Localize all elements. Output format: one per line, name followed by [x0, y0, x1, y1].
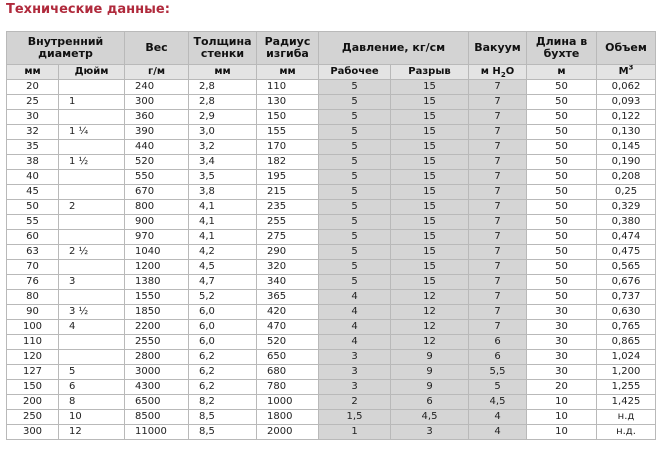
cell-weight: 3000: [125, 365, 189, 380]
cell-bend-radius: 340: [257, 275, 319, 290]
cell-vacuum: 7: [469, 290, 527, 305]
table-row: [7, 80, 656, 95]
cell-vacuum: 7: [469, 260, 527, 275]
cell-coil-length: 50: [527, 260, 597, 275]
cell-pressure-working: 5: [319, 260, 391, 275]
cell-bend-radius: 420: [257, 305, 319, 320]
cell-pressure-working: 5: [319, 215, 391, 230]
cell-pressure-burst: 12: [391, 305, 469, 320]
cell-diameter-inch: 2: [59, 200, 125, 215]
cell-diameter-inch: [59, 350, 125, 365]
cell-wall-thickness: 8,5: [189, 425, 257, 440]
cell-vacuum: 7: [469, 110, 527, 125]
cell-weight: 2800: [125, 350, 189, 365]
subheader-weight-unit: г/м: [125, 65, 189, 80]
cell-weight: 520: [125, 155, 189, 170]
cell-volume: 0,630: [597, 305, 656, 320]
cell-wall-thickness: 4,2: [189, 245, 257, 260]
cell-vacuum: 7: [469, 185, 527, 200]
cell-pressure-burst: 15: [391, 170, 469, 185]
table-row: [7, 245, 656, 260]
table-body: [7, 80, 656, 440]
cell-diameter-mm: 80: [7, 290, 59, 305]
cell-coil-length: 20: [527, 380, 597, 395]
cell-vacuum: 7: [469, 305, 527, 320]
cell-bend-radius: 150: [257, 110, 319, 125]
cell-bend-radius: 255: [257, 215, 319, 230]
subheader-length-unit: м: [527, 65, 597, 80]
cell-coil-length: 50: [527, 215, 597, 230]
cell-pressure-working: 5: [319, 185, 391, 200]
cell-volume: 0,122: [597, 110, 656, 125]
cell-diameter-mm: 30: [7, 110, 59, 125]
table-row: [7, 215, 656, 230]
cell-pressure-burst: 12: [391, 335, 469, 350]
cell-bend-radius: 130: [257, 95, 319, 110]
cell-volume: н.д.: [597, 425, 656, 440]
cell-coil-length: 50: [527, 80, 597, 95]
cell-vacuum: 6: [469, 350, 527, 365]
cell-weight: 800: [125, 200, 189, 215]
cell-diameter-inch: [59, 110, 125, 125]
cell-bend-radius: 320: [257, 260, 319, 275]
cell-pressure-working: 5: [319, 95, 391, 110]
cell-vacuum: 5: [469, 380, 527, 395]
cell-coil-length: 50: [527, 200, 597, 215]
cell-wall-thickness: 5,2: [189, 290, 257, 305]
cell-diameter-inch: 3 ½: [59, 305, 125, 320]
cell-wall-thickness: 6,2: [189, 350, 257, 365]
subheader-radius-unit: мм: [257, 65, 319, 80]
cell-weight: 300: [125, 95, 189, 110]
cell-bend-radius: 182: [257, 155, 319, 170]
cell-coil-length: 30: [527, 320, 597, 335]
table-row: [7, 275, 656, 290]
cell-weight: 11000: [125, 425, 189, 440]
cell-weight: 2200: [125, 320, 189, 335]
cell-coil-length: 30: [527, 365, 597, 380]
cell-diameter-mm: 300: [7, 425, 59, 440]
cell-volume: 0,474: [597, 230, 656, 245]
cell-pressure-working: 5: [319, 170, 391, 185]
cell-volume: 0,676: [597, 275, 656, 290]
cell-pressure-burst: 15: [391, 95, 469, 110]
cell-bend-radius: 195: [257, 170, 319, 185]
cell-vacuum: 7: [469, 125, 527, 140]
cell-pressure-working: 3: [319, 365, 391, 380]
cell-pressure-burst: 15: [391, 260, 469, 275]
cell-diameter-mm: 90: [7, 305, 59, 320]
cell-vacuum: 7: [469, 140, 527, 155]
header-bend-radius: Радиус изгиба: [257, 32, 319, 65]
cell-diameter-mm: 76: [7, 275, 59, 290]
cell-pressure-burst: 15: [391, 245, 469, 260]
cell-volume: 0,145: [597, 140, 656, 155]
cell-pressure-burst: 15: [391, 110, 469, 125]
cell-wall-thickness: 6,2: [189, 380, 257, 395]
cell-weight: 360: [125, 110, 189, 125]
cell-diameter-inch: 5: [59, 365, 125, 380]
cell-diameter-mm: 38: [7, 155, 59, 170]
cell-diameter-inch: [59, 140, 125, 155]
cell-vacuum: 4: [469, 425, 527, 440]
cell-wall-thickness: 4,1: [189, 230, 257, 245]
vacuum-unit-prefix: м H: [480, 66, 501, 77]
table-row: [7, 185, 656, 200]
subheader-inch: Дюйм: [59, 65, 125, 80]
cell-bend-radius: 235: [257, 200, 319, 215]
cell-pressure-burst: 15: [391, 140, 469, 155]
cell-coil-length: 50: [527, 110, 597, 125]
cell-pressure-working: 3: [319, 350, 391, 365]
subheader-volume-unit: [597, 65, 656, 80]
table-header: [7, 32, 656, 80]
cell-wall-thickness: 2,8: [189, 80, 257, 95]
cell-bend-radius: 1000: [257, 395, 319, 410]
cell-vacuum: 7: [469, 170, 527, 185]
table-row: [7, 320, 656, 335]
cell-pressure-burst: 15: [391, 125, 469, 140]
cell-wall-thickness: 4,1: [189, 200, 257, 215]
cell-bend-radius: 290: [257, 245, 319, 260]
header-inner-diameter: Внутренний диаметр: [7, 32, 125, 65]
table-row: [7, 350, 656, 365]
cell-weight: 440: [125, 140, 189, 155]
cell-diameter-inch: 6: [59, 380, 125, 395]
page-title: Технические данные:: [6, 2, 170, 17]
cell-coil-length: 50: [527, 185, 597, 200]
cell-coil-length: 50: [527, 125, 597, 140]
table-row: [7, 170, 656, 185]
cell-diameter-mm: 35: [7, 140, 59, 155]
subheader-burst: Разрыв: [391, 65, 469, 80]
cell-volume: 0,190: [597, 155, 656, 170]
header-vacuum: Вакуум: [469, 32, 527, 65]
cell-diameter-mm: 50: [7, 200, 59, 215]
spec-table: [6, 31, 656, 440]
cell-bend-radius: 2000: [257, 425, 319, 440]
cell-pressure-working: 1: [319, 425, 391, 440]
table-row: [7, 140, 656, 155]
cell-coil-length: 30: [527, 350, 597, 365]
cell-diameter-mm: 63: [7, 245, 59, 260]
cell-weight: 900: [125, 215, 189, 230]
cell-weight: 1040: [125, 245, 189, 260]
cell-weight: 6500: [125, 395, 189, 410]
table-row: [7, 380, 656, 395]
cell-diameter-mm: 40: [7, 170, 59, 185]
cell-pressure-working: 5: [319, 245, 391, 260]
cell-coil-length: 50: [527, 140, 597, 155]
cell-pressure-burst: 15: [391, 215, 469, 230]
cell-diameter-inch: 1 ½: [59, 155, 125, 170]
cell-diameter-mm: 100: [7, 320, 59, 335]
cell-pressure-working: 4: [319, 335, 391, 350]
table-row: [7, 410, 656, 425]
cell-bend-radius: 1800: [257, 410, 319, 425]
cell-volume: 0,737: [597, 290, 656, 305]
cell-weight: 970: [125, 230, 189, 245]
table-row: [7, 155, 656, 170]
subheader-thickness-unit: мм: [189, 65, 257, 80]
cell-diameter-inch: [59, 290, 125, 305]
cell-diameter-inch: 1: [59, 95, 125, 110]
cell-vacuum: 7: [469, 320, 527, 335]
cell-weight: 670: [125, 185, 189, 200]
cell-vacuum: 6: [469, 335, 527, 350]
cell-vacuum: 4,5: [469, 395, 527, 410]
cell-pressure-burst: 9: [391, 365, 469, 380]
cell-wall-thickness: 4,5: [189, 260, 257, 275]
subheader-working: Рабочее: [319, 65, 391, 80]
cell-volume: 0,208: [597, 170, 656, 185]
cell-pressure-working: 1,5: [319, 410, 391, 425]
cell-pressure-burst: 15: [391, 185, 469, 200]
cell-volume: 0,765: [597, 320, 656, 335]
header-coil-length: Длина в бухте: [527, 32, 597, 65]
cell-pressure-working: 5: [319, 125, 391, 140]
cell-wall-thickness: 6,0: [189, 305, 257, 320]
table-row: [7, 365, 656, 380]
cell-volume: 1,024: [597, 350, 656, 365]
cell-pressure-burst: 9: [391, 350, 469, 365]
cell-diameter-inch: [59, 230, 125, 245]
cell-diameter-inch: 8: [59, 395, 125, 410]
cell-weight: 2550: [125, 335, 189, 350]
cell-diameter-mm: 110: [7, 335, 59, 350]
cell-pressure-working: 5: [319, 230, 391, 245]
cell-vacuum: 7: [469, 95, 527, 110]
cell-volume: 1,425: [597, 395, 656, 410]
cell-pressure-working: 4: [319, 290, 391, 305]
table-row: [7, 95, 656, 110]
cell-pressure-burst: 6: [391, 395, 469, 410]
header-pressure: Давление, кг/см: [319, 32, 469, 65]
cell-coil-length: 50: [527, 170, 597, 185]
cell-diameter-mm: 127: [7, 365, 59, 380]
table-row: [7, 260, 656, 275]
volume-unit-superscript: 3: [628, 64, 634, 72]
cell-diameter-mm: 250: [7, 410, 59, 425]
cell-diameter-inch: 3: [59, 275, 125, 290]
table-row: [7, 305, 656, 320]
cell-bend-radius: 275: [257, 230, 319, 245]
cell-vacuum: 7: [469, 80, 527, 95]
cell-wall-thickness: 3,8: [189, 185, 257, 200]
cell-pressure-burst: 4,5: [391, 410, 469, 425]
cell-wall-thickness: 6,0: [189, 320, 257, 335]
table-row: [7, 425, 656, 440]
cell-diameter-inch: 10: [59, 410, 125, 425]
cell-coil-length: 10: [527, 425, 597, 440]
volume-unit-base: М: [618, 66, 629, 77]
cell-diameter-inch: [59, 335, 125, 350]
cell-vacuum: 4: [469, 410, 527, 425]
cell-wall-thickness: 4,7: [189, 275, 257, 290]
cell-pressure-working: 5: [319, 140, 391, 155]
cell-diameter-inch: 4: [59, 320, 125, 335]
cell-volume: 0,062: [597, 80, 656, 95]
cell-bend-radius: 680: [257, 365, 319, 380]
cell-pressure-burst: 15: [391, 155, 469, 170]
cell-diameter-inch: [59, 170, 125, 185]
vacuum-unit-suffix: O: [505, 66, 515, 77]
cell-pressure-burst: 12: [391, 320, 469, 335]
cell-diameter-mm: 150: [7, 380, 59, 395]
cell-pressure-working: 5: [319, 110, 391, 125]
header-row: [7, 32, 656, 65]
cell-wall-thickness: 6,2: [189, 365, 257, 380]
cell-volume: 0,329: [597, 200, 656, 215]
cell-wall-thickness: 3,0: [189, 125, 257, 140]
cell-vacuum: 7: [469, 200, 527, 215]
cell-diameter-inch: 2 ½: [59, 245, 125, 260]
cell-bend-radius: 170: [257, 140, 319, 155]
cell-vacuum: 5,5: [469, 365, 527, 380]
cell-diameter-inch: [59, 80, 125, 95]
cell-weight: 1550: [125, 290, 189, 305]
cell-coil-length: 30: [527, 335, 597, 350]
cell-pressure-working: 3: [319, 380, 391, 395]
cell-bend-radius: 155: [257, 125, 319, 140]
cell-volume: 0,130: [597, 125, 656, 140]
cell-weight: 1200: [125, 260, 189, 275]
cell-weight: 4300: [125, 380, 189, 395]
cell-diameter-mm: 60: [7, 230, 59, 245]
cell-bend-radius: 110: [257, 80, 319, 95]
cell-diameter-mm: 45: [7, 185, 59, 200]
cell-coil-length: 50: [527, 95, 597, 110]
cell-diameter-inch: 1 ¼: [59, 125, 125, 140]
cell-wall-thickness: 6,0: [189, 335, 257, 350]
cell-bend-radius: 650: [257, 350, 319, 365]
cell-coil-length: 50: [527, 245, 597, 260]
cell-volume: 0,380: [597, 215, 656, 230]
table-row: [7, 335, 656, 350]
cell-pressure-burst: 15: [391, 230, 469, 245]
cell-wall-thickness: 2,9: [189, 110, 257, 125]
cell-volume: н.д: [597, 410, 656, 425]
cell-vacuum: 7: [469, 230, 527, 245]
table-row: [7, 125, 656, 140]
cell-vacuum: 7: [469, 155, 527, 170]
cell-volume: 0,565: [597, 260, 656, 275]
cell-diameter-inch: [59, 185, 125, 200]
cell-bend-radius: 520: [257, 335, 319, 350]
cell-wall-thickness: 3,4: [189, 155, 257, 170]
cell-pressure-working: 2: [319, 395, 391, 410]
cell-pressure-working: 5: [319, 155, 391, 170]
subheader-mm: мм: [7, 65, 59, 80]
cell-diameter-inch: 12: [59, 425, 125, 440]
cell-pressure-burst: 9: [391, 380, 469, 395]
table-row: [7, 395, 656, 410]
cell-wall-thickness: 8,5: [189, 410, 257, 425]
cell-coil-length: 50: [527, 290, 597, 305]
cell-wall-thickness: 3,2: [189, 140, 257, 155]
header-volume: Объем: [597, 32, 656, 65]
table-row: [7, 110, 656, 125]
table-row: [7, 290, 656, 305]
cell-diameter-inch: [59, 215, 125, 230]
cell-pressure-burst: 15: [391, 200, 469, 215]
cell-volume: 0,865: [597, 335, 656, 350]
cell-bend-radius: 780: [257, 380, 319, 395]
cell-volume: 0,093: [597, 95, 656, 110]
header-weight: Вес: [125, 32, 189, 65]
cell-vacuum: 7: [469, 245, 527, 260]
cell-diameter-mm: 32: [7, 125, 59, 140]
cell-bend-radius: 215: [257, 185, 319, 200]
cell-coil-length: 50: [527, 155, 597, 170]
cell-pressure-burst: 15: [391, 275, 469, 290]
cell-diameter-mm: 120: [7, 350, 59, 365]
cell-diameter-mm: 200: [7, 395, 59, 410]
cell-wall-thickness: 3,5: [189, 170, 257, 185]
cell-volume: 0,25: [597, 185, 656, 200]
cell-weight: 1850: [125, 305, 189, 320]
table-row: [7, 230, 656, 245]
cell-weight: 1380: [125, 275, 189, 290]
cell-diameter-mm: 25: [7, 95, 59, 110]
cell-bend-radius: 470: [257, 320, 319, 335]
cell-wall-thickness: 8,2: [189, 395, 257, 410]
cell-coil-length: 10: [527, 410, 597, 425]
cell-pressure-burst: 3: [391, 425, 469, 440]
vacuum-unit-subscript: 2: [500, 71, 506, 79]
cell-pressure-burst: 12: [391, 290, 469, 305]
cell-diameter-mm: 20: [7, 80, 59, 95]
table-row: [7, 200, 656, 215]
header-wall-thickness: Толщина стенки: [189, 32, 257, 65]
cell-pressure-working: 5: [319, 80, 391, 95]
cell-pressure-working: 4: [319, 305, 391, 320]
cell-vacuum: 7: [469, 275, 527, 290]
cell-weight: 550: [125, 170, 189, 185]
cell-coil-length: 10: [527, 395, 597, 410]
cell-pressure-burst: 15: [391, 80, 469, 95]
cell-pressure-working: 5: [319, 275, 391, 290]
cell-pressure-working: 4: [319, 320, 391, 335]
cell-volume: 0,475: [597, 245, 656, 260]
cell-diameter-inch: [59, 260, 125, 275]
cell-coil-length: 30: [527, 305, 597, 320]
cell-wall-thickness: 4,1: [189, 215, 257, 230]
subheader-vacuum-unit: [469, 65, 527, 80]
cell-coil-length: 50: [527, 230, 597, 245]
cell-coil-length: 50: [527, 275, 597, 290]
cell-volume: 1,255: [597, 380, 656, 395]
cell-diameter-mm: 70: [7, 260, 59, 275]
cell-wall-thickness: 2,8: [189, 95, 257, 110]
cell-volume: 1,200: [597, 365, 656, 380]
cell-weight: 240: [125, 80, 189, 95]
cell-bend-radius: 365: [257, 290, 319, 305]
cell-vacuum: 7: [469, 215, 527, 230]
subheader-row: [7, 65, 656, 80]
cell-weight: 390: [125, 125, 189, 140]
cell-diameter-mm: 55: [7, 215, 59, 230]
cell-weight: 8500: [125, 410, 189, 425]
cell-pressure-working: 5: [319, 200, 391, 215]
